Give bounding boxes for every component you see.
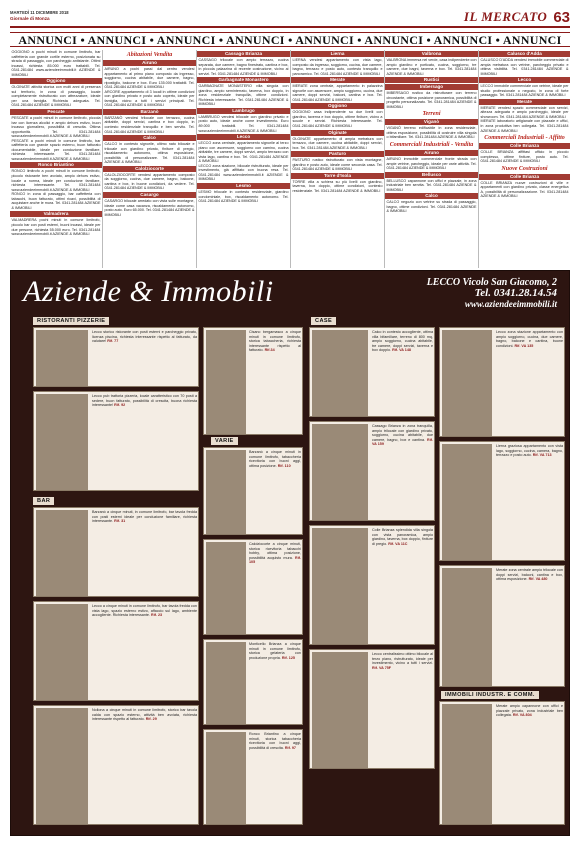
category-heading: Terreni — [385, 110, 478, 118]
listing-varie-3[interactable] — [203, 539, 303, 635]
listing-ref: Rif. VA 804 — [512, 713, 532, 717]
location-heading: Calolziocorte — [103, 166, 196, 172]
location-heading: Merate — [291, 77, 384, 83]
listing-varie-1[interactable] — [203, 327, 303, 435]
listing-text: Monticello Brianza a cinque minuti in comune limitrofo, storica gelateria con produzione propria. — [249, 642, 301, 660]
listing-photo — [206, 732, 246, 824]
section-ristoranti: RISTORANTI PIZZERIE — [33, 317, 109, 325]
classified-ad: CALOLZIOCORTE vendesi appartamento composto da soggiorno, cucina, due camere, bagno, balcone, cantina e box, in buone condizioni, da vedere. Tel. 0341.281484 AZIENDE & IMMOBILI — [104, 172, 195, 191]
listing-photo — [312, 424, 368, 520]
classified-ad: CALUSCO D'ADDA vendesi immobile commerciale di ampia metratura con vetrine, parcheggio privato e ottima visibilità. Tel. 0341.281484 AZIENDE & IMMOBILI — [480, 58, 569, 76]
location-heading: Calco — [385, 193, 478, 199]
listing-text: Merate zona centrale ampio trilocale con doppi servizi, balconi, cantina e box, ottima esposizione. — [496, 568, 563, 581]
location-heading: Airuno — [103, 60, 196, 66]
listing-ref: Rif. 23 — [151, 613, 163, 617]
listing-ref: Rif. VA 159 — [372, 437, 433, 446]
listing-varie-5[interactable] — [203, 729, 303, 825]
classified-ad: LIERNA vendesi appartamento con vista lago, composto da ingresso, soggiorno, cucina, due camere, bagno, terrazzo e posto auto, contesto tranquillo e panoramico. Tel. 0341.281484 AZIENDE & IMMOBILI — [292, 58, 383, 76]
listing-ref: Rif. 97 — [284, 745, 296, 750]
location-heading: Lecco — [197, 134, 290, 140]
listing-text: Calco in contesto accogliente, ottima villa bifamiliare, terreno di 800 mq, ampio soggiorno, cucina abitabile, tre camere, doppi servizi, taverna e box doppio. — [372, 330, 433, 352]
listing-photo — [36, 510, 88, 596]
location-heading: Lierna — [291, 51, 384, 57]
location-heading: Garbagnate Monastero — [197, 77, 290, 83]
classified-ad: LESMO trilocale in contesto residenziale, giardino condominiale, box, riscaldamento autonomo. Tel. 0341.281484 AZIENDE & IMMOBILI — [198, 190, 289, 204]
listing-photo — [206, 642, 246, 724]
location-heading: Barzanò — [103, 109, 196, 115]
classified-ad: RONCO in zona di passaggio, bar caffetteria con tabacchi, buon fatturato, ottimi ricavi, possibilità di acquistare anche le mura. Tel. 0341.281484 AZIENDE & IMMOBILI — [11, 192, 101, 210]
classified-ad: VIGANÒ terreno edificabile in zona residenziale, ottima esposizione, possibilità di costruire villa singola o bifamiliare. Tel. 0341.281484 AZIENDE & IMMOBILI — [386, 126, 477, 140]
listing-text: Calolziocorte a cinque minuti, storica ricevitoria tabacchi hobby, ottima posizione, possibilità acquisto mura. — [249, 542, 301, 560]
classified-ad: CALCO negozio con vetrine su strada di passaggio, bagno, ottime condizioni. Tel. 0341.281484 AZIENDE & IMMOBILI — [386, 200, 477, 214]
listing-text: Lecco storico ristorante con posti esterni e parcheggio privato, licenza piscina, richiesta interessante rispetto al fatturato, da valutare! — [92, 330, 197, 343]
aziende-immobili-banner — [10, 270, 570, 836]
listing-ref: Rif. 110 — [277, 463, 291, 468]
category-heading: Commerciali Industriali - Affitto — [479, 134, 570, 142]
location-heading: Viganò — [385, 119, 478, 125]
page-number: 63 — [553, 8, 570, 26]
classified-ad: PESCATE a pochi minuti in comune limitrofo, bar caffetteria con grande spazio esterno, buon fatturato documentabile, ideale per conduzione familiare, richiesta interessante. Tel. 0341.281484 www.aziendeeimmobili.it AZIENDE & IMMOBILI — [11, 138, 101, 161]
section-case: CASE — [311, 317, 336, 325]
listing-photo — [312, 330, 368, 416]
listing-ref: Rif. 105 — [249, 555, 301, 564]
header-left — [10, 10, 69, 21]
listing-ristorante-1[interactable] — [33, 327, 199, 387]
classified-ad: IMBERSAGO rustico da ristrutturare con terreno circostante, ottima posizione panoramica, possibilità di progetto personalizzato. Tel. 0341.281484 AZIENDE & IMMOBILI — [386, 91, 477, 109]
location-heading: Calco — [103, 135, 196, 141]
listing-text: Nollona a cinque minuti in comune limitrofo, storico bar tavola calda con spazio esterno, attività ben avviata, richiesta interessante rispetto al fatturato. — [92, 708, 197, 721]
location-heading: Imbersago — [385, 84, 478, 90]
listing-photo — [442, 704, 492, 824]
column-1 — [10, 50, 102, 268]
location-heading: Colle Brianza — [479, 143, 570, 149]
location-heading: Oggiono — [10, 78, 102, 84]
classified-ad: PESCATE a pochi minuti in comune limitrofo, piccola bar con licenza alcolici e ampio dehors estivo, buon incasso giornaliero, possibilità di crescita. Ottima opportunità. Tel. 0341.281484 www.aziendeeimmobili.it AZIENDE & IMMOBILI — [11, 116, 101, 139]
listing-ref: Rif. 77 — [107, 339, 119, 343]
listing-text: Merate ampio capannone con uffici e piazzale privato, zona industriale ben collegata. — [496, 704, 563, 717]
classified-ad: AIRUNO immobile commerciale fronte strada con ampie vetrine, parcheggio, ideale per varie attività. Tel. 0341.281484 AZIENDE & IMMOBILI — [386, 157, 477, 171]
listing-ref: Rif. VA 713 — [532, 453, 552, 457]
column-5 — [384, 50, 478, 268]
classified-ad: RONCO limitrofo a pochi minuti in comune limitrofo, piccolo ristorante ben avviato, ampio dehors estivo, locale a norma, ideale per conduzione familiare, richiesta interessante. Tel. 0341.281484 www.aziendeeimmobili.it AZIENDE & IMMOBILI — [11, 169, 101, 192]
listing-ref: Rif.34 — [264, 348, 275, 352]
classified-ad: OLGINATE attività storica con molti anni di presenza sul territorio, in zona di passaggio, locale completamente ristrutturato con attrezzature, ideale per una famiglia. Richiesta adeguata. Tel. 0341.281484 AZIENDE & IMMOBILI — [11, 85, 101, 108]
column-2 — [102, 50, 196, 268]
location-heading: Ronco Briantino — [10, 162, 102, 168]
listing-casa-4[interactable] — [309, 649, 435, 769]
newspaper-page — [10, 8, 570, 834]
location-heading: Oggiono — [291, 103, 384, 109]
location-heading: Airuno — [385, 150, 478, 156]
listing-ref: Rif. VA 480 — [528, 577, 548, 581]
listing-ref: Rif. VA 75F — [372, 665, 392, 670]
listing-casa-right-3[interactable] — [439, 565, 565, 687]
category-heading: Nuove Costruzioni — [479, 165, 570, 173]
listing-text: Barzanò a cinque minuti, in comune limitrofo, bar tavola fredda con posti esterni ideale per conduzione familiare, richiesta interessante. — [92, 510, 197, 523]
listing-text: Colle Brianza splendida villa singola con vista panoramica, ampio giardino, taverna, box doppio, finiture di pregio. — [372, 528, 433, 546]
header-right — [464, 8, 570, 26]
location-heading: Rustici — [385, 77, 478, 83]
column-6 — [478, 50, 570, 268]
location-heading: Pescate — [10, 109, 102, 115]
brand-title: Aziende & Immobili — [23, 275, 274, 308]
classified-ad: VALMADRERA pochi minuti in comune limitrofo, piccolo bar con posti esterni, buoni incassi, ideale per due persone, richiesta 55.000 euro. Tel. 0341.281484 www.aziendeeimmobili.it AZIENDE & IMMOBILI — [11, 218, 101, 237]
listing-varie-4[interactable] — [203, 639, 303, 725]
listing-casa-right-2[interactable] — [439, 441, 565, 561]
classified-columns — [10, 50, 570, 268]
classified-ad: LECCO immobile commerciale con vetrine, ideale per studio professionale o negozio, in zona di forte passaggio. Tel. 0341.281484 AZIENDE & IMMOBILI — [480, 84, 569, 98]
location-heading: Merate — [479, 99, 570, 105]
listing-bar-1[interactable] — [33, 507, 199, 597]
listing-ref: Rif. 92 — [114, 403, 126, 407]
category-heading: Commerciali Industriali - Vendita — [385, 141, 478, 149]
section-title: IL MERCATO — [463, 9, 548, 24]
classified-ad: TORRE villa a schiera su più livelli con giardino, taverna, box doppio, ottime condizioni, contesto residenziale. Tel. 0341.281484 AZIENDE & IMMOBILI — [292, 179, 383, 193]
classified-ad: CALCO in contesto signorile, ultimo nato bilocale e trilocale con giardino privato, finiture di pregio, riscaldamento autonomo, ottima esposizione, possibilità di personalizzare. Tel. 0341.281484 AZIENDE & IMMOBILI — [104, 142, 195, 165]
location-heading: Lambrugo — [197, 108, 290, 114]
classified-ad: OGGIONO casa indipendente su due livelli con giardino, taverna e box doppio, ottime finiture, vicino a scuole e servizi. Richiesta interessante. Tel. 0341.281484 AZIENDE & IMMOBILI — [292, 110, 383, 129]
classified-ad: ARCORE appartamento di 3 locali in ottime condizioni con giardino privato e posto auto coperto, ideale per famiglia, vicino a tutti i servizi principali. Tel. 0341.281484 AZIENDE & IMMOBILI — [104, 89, 195, 108]
listing-photo — [442, 568, 492, 686]
contact-block — [427, 277, 557, 310]
listing-casa-2[interactable] — [309, 421, 435, 521]
classified-ad: LAMBRUGO vendesi bilocale con giardino privato e posto auto, ideale anche come investimento. Euro 89.000 trattabili. Tel. 0341.281484 www.aziendeeimmobili.it AZIENDE & IMMOBILI — [198, 114, 289, 133]
listing-photo — [206, 450, 246, 534]
section-bar: BAR — [33, 497, 54, 505]
page-header — [10, 8, 570, 28]
listing-varie-2[interactable] — [203, 447, 303, 535]
listing-casa-3[interactable] — [309, 525, 435, 645]
listing-photo — [442, 444, 492, 560]
classified-ad: GARBAGNATE MONASTERO villa singola con giardino, ampio seminterrato, taverna, box doppio, in zona residenziale tranquilla, ottime condizioni. Richiesta interessante. Tel. 0341.281484 AZIENDE & IMMOBILI — [198, 84, 289, 107]
location-heading: Valmadrera — [10, 211, 102, 217]
listing-bar-2[interactable] — [33, 601, 199, 701]
listing-ref: Rif. VA 11C — [388, 541, 408, 546]
listing-ref: Rif. 125 — [281, 655, 295, 660]
location-heading: Bellusco — [385, 172, 478, 178]
listing-ristorante-2[interactable] — [33, 391, 199, 491]
listing-ref: Rif. 31 — [114, 519, 126, 523]
location-heading: Pasturo — [291, 151, 384, 157]
listing-casa-right-1[interactable] — [439, 327, 565, 437]
location-heading: Olginate — [291, 130, 384, 136]
listing-text: Ronco Briantino a cinque minuti, storica tabaccheria ricevitoria con buoni aggi, possibilità di crescita. — [249, 732, 301, 750]
contact-website[interactable]: www.aziendeeimmobili.it — [464, 299, 557, 309]
listing-photo — [36, 604, 88, 700]
listing-photo — [312, 528, 368, 644]
classified-ad: LECCO zona centrale, appartamento signorile al terzo piano con ascensore, soggiorno con camino, cucina abitabile, tre camere, doppi servizi, ampio terrazzo con vista lago, cantina e box. Tel. 0341.281484 AZIENDE & IMMOBILI — [198, 141, 289, 164]
classified-ad: MERATE laboratorio artigianale con piazzale e uffici, in zona produttiva ben collegata. Tel. 0341.281484 AZIENDE & IMMOBILI — [480, 119, 569, 133]
location-heading: Torre d'Isola — [291, 173, 384, 179]
listing-casa-1[interactable] — [309, 327, 435, 417]
section-immobili-industriali: IMMOBILI INDUSTR. E COMM. — [441, 691, 539, 699]
location-heading: Valbrona — [385, 51, 478, 57]
annunci-bar: ANNUNCI • ANNUNCI • ANNUNCI • ANNUNCI • ANNUNCI • ANNUNCI • ANNUNCI • ANNUNCI — [10, 32, 570, 47]
header-paper: Giornale di Monza — [10, 15, 50, 21]
listing-photo — [36, 394, 88, 490]
listing-text: Lecco pub trattoria pizzeria, locale caratteristico con 70 posti a sedere, buon fatturato, possibilità di crescita, buona richiesta interessante! — [92, 394, 197, 407]
listing-text: Lecco a cinque minuti in comune limitrofo, bar tavola fredda con vista lago, spazio esterno estivo, affaccio sul lago, ambiente accogliente. Richiesta interessante. — [92, 604, 197, 617]
classified-ad: LECCO zona stazione, bilocale ristrutturato, ideale per investimento, già affittato con buona resa. Tel. 0341.281484 www.aziendeeimmobili.it AZIENDE & IMMOBILI — [198, 163, 289, 182]
listing-photo — [312, 652, 368, 768]
classified-ad: BARZANÒ vendesi trilocale con terrazzo, cucina abitabile, doppi servizi, cantina e box doppio, in contesto residenziale tranquillo e ben servito. Tel. 0341.281484 AZIENDE & IMMOBILI — [104, 115, 195, 134]
listing-text: Cisano bergamasco a cinque minuti in comune limitrofo, storica tabaccheria, richiesta interessante rispetto al fatturato. — [249, 330, 301, 352]
location-heading: Lecco — [479, 77, 570, 83]
location-heading: Casargo — [103, 192, 196, 198]
classified-ad: PASTURO rustico ristrutturato con vista montagne, giardino e posto auto, ideale come seconda casa. Tel. 0341.281484 AZIENDE & IMMOBILI — [292, 158, 383, 172]
listing-photo — [206, 542, 246, 634]
section-varie: VARIE — [211, 437, 238, 445]
listing-ref: Rif. 29 — [145, 717, 157, 721]
classified-ad: COLLE BRIANZA affittasi ufficio in piccolo complesso, ottime finiture, posto auto. Tel. 0341.281484 AZIENDE & IMMOBILI — [480, 150, 569, 164]
listing-text: Barzanò a cinque minuti in comune limitrofo, tabaccheria ricevitoria con buoni aggi, ottima posizione. — [249, 450, 301, 468]
header-date: MARTEDÌ 11 DICEMBRE 2018 — [10, 10, 69, 15]
classified-ad: CASSAGO trilocale con ampio terrazzo, cucina separata, due camere, bagno finestrato, cantina e box, in piccola palazzina di recente costruzione, vicino ai servizi. Tel. 0341.281484 AZIENDE & IMMOBILI — [198, 58, 289, 76]
listing-text: Lecco zona stazione appartamento con ampio soggiorno, cucina, due camere, bagno, balcone e cantina, buone condizioni. — [496, 330, 563, 348]
listing-photo — [206, 330, 246, 434]
listing-photo — [36, 708, 88, 824]
listing-ref: Rif. VA 135 — [514, 343, 534, 348]
location-heading: Lesmo — [197, 183, 290, 189]
category-heading: Abitazioni Vendita — [103, 51, 196, 59]
column-3 — [196, 50, 290, 268]
location-heading: Colle Brianza — [479, 174, 570, 180]
contact-phone: Tel. 0341.28.14.54 — [474, 287, 557, 299]
location-heading: Calusco d'Adda — [479, 51, 570, 57]
classified-ad: AIRUNO a pochi passi dal centro vendesi appartamento al primo piano composto da ingresso, soggiorno, cucina abitabile, due camere, bagno, ripostiglio, balcone e box. Euro 135.000 trattabili. Tel. 0341.281484 AZIENDE & IMMOBILI — [104, 67, 195, 90]
location-heading: Cassago Brianza — [197, 51, 290, 57]
classified-ad: VALBRONA immersa nel verde, casa indipendente con ampio giardino e porticato, cucina, soggiorno, tre camere, due bagni, taverna e box. Tel. 0341.281484 AZIENDE & IMMOBILI — [386, 58, 477, 76]
contact-address: LECCO Vicolo San Giacomo, 2 — [426, 277, 557, 288]
listing-photo — [36, 330, 88, 386]
listing-photo — [442, 330, 492, 436]
classified-ad: OGGIONO a pochi minuti in comune limitrofo, bar caffetteria con grande cortile esterno, posizionata su strada di passaggio, con parcheggio antistante. Ottimi incassi, richiesta 85.000 euro trattabili. Tel. 0341.281484 www.aziendeeimmobili.it AZIENDE & IMMOBILI — [11, 50, 101, 77]
listing-bar-3[interactable] — [33, 705, 199, 825]
listing-text: Cassago Brianza in zona tranquilla, ampio trilocale con giardino privato, soggiorno, cucina abitabile, due camere, bagno, box e cantina. — [372, 424, 433, 442]
classified-ad: COLLE BRIANZA nuove costruzioni di ville e appartamenti con giardino privato, classe energetica A, possibilità di personalizzazione. Tel. 0341.281484 AZIENDE & IMMOBILI — [480, 180, 569, 199]
classified-ad: OLGINATE appartamento di ampia metratura con terrazzo, due camere, cucina abitabile, doppi servizi, box. Tel. 0341.281484 AZIENDE & IMMOBILI — [292, 136, 383, 150]
column-4 — [290, 50, 384, 268]
classified-ad: BELLUSCO capannone con uffici e piazzale, in zona industriale ben servita. Tel. 0341.281484 AZIENDE & IMMOBILI — [386, 178, 477, 192]
classified-ad: CASARGO bilocale arredato con vista sulle montagne, ideale come casa vacanza, riscaldamento autonomo, posto auto. Euro 65.000. Tel. 0341.281484 AZIENDE & IMMOBILI — [104, 199, 195, 217]
listing-text: Lecco centralissimo ottimo bilocale al terzo piano, ristrutturato, ideale per investimento, vicino a tutti i servizi. — [372, 652, 433, 665]
listing-ref: Rif. VA 148 — [392, 348, 411, 352]
classified-ad: MERATE vendesi spazio commerciale con servizi, altezza adeguata e ampio parcheggio, ideale per showroom. Tel. 0341.281484 AZIENDE & IMMOBILI — [480, 105, 569, 119]
classified-ad: MERATE zona centrale, appartamento in palazzina signorile con ascensore, ampio soggiorno, cucina, due camere, doppi servizi, balconi, cantina e box. Tel. 0341.281484 AZIENDE & IMMOBILI — [292, 84, 383, 102]
listing-immobile-ind-1[interactable] — [439, 701, 565, 825]
listing-text: Lierna graziosa appartamento con vista lago, soggiorno, cucina, camera, bagno, terrazzo e posto auto. — [496, 444, 563, 457]
